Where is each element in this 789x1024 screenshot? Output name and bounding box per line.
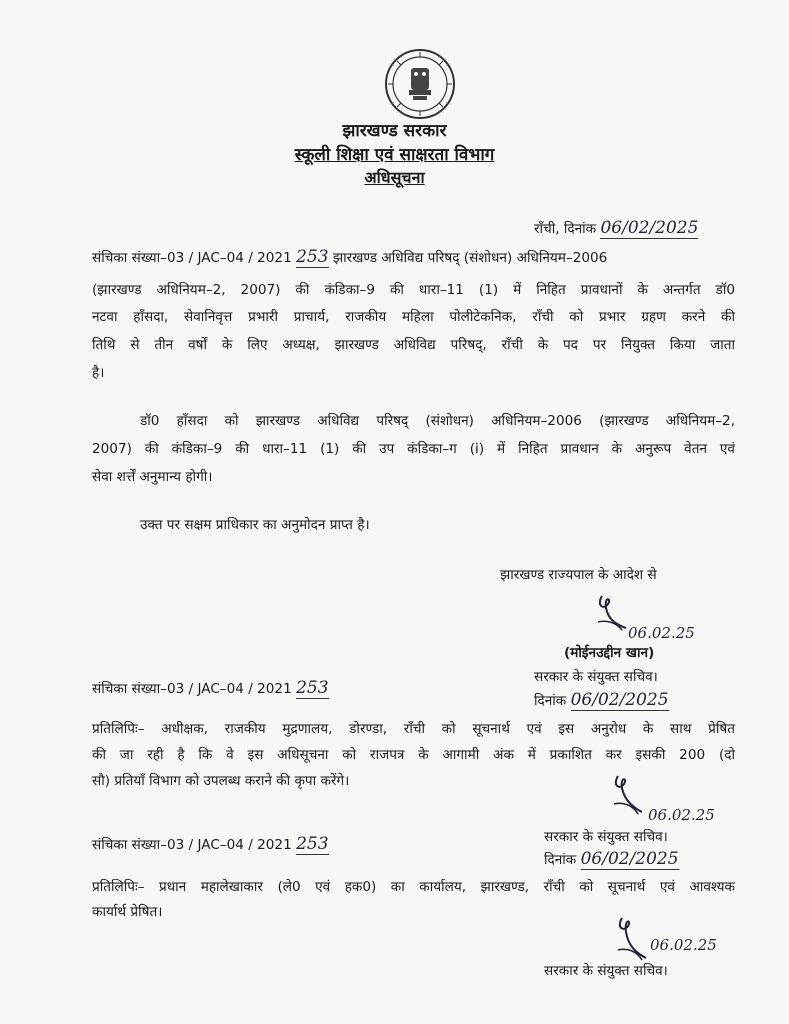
copy2-date-line <box>544 849 679 869</box>
signature-mark-2 <box>608 772 648 818</box>
signatory-name: (मोईनउद्दीन खान) <box>564 645 655 661</box>
memo-p3: उक्त पर सक्षम प्राधिकार का अनुमोदन प्राप्त है। <box>140 517 370 533</box>
signature-mark-3 <box>612 914 652 964</box>
signature-date-3: 06.02.25 <box>650 936 717 954</box>
copy1-ref-line <box>92 678 329 698</box>
memo-p1-line4: तिथि से तीन वर्षों के लिए अध्यक्ष, झारखण्ड अधिविद्य परिषद्, राँची के पद पर नियुक्त किया जाता <box>92 337 735 353</box>
copy2-designation: सरकार के संयुक्त सचिव। <box>544 829 668 845</box>
memo-p1-line3: नटवा हाँसदा, सेवानिवृत्त प्रभारी प्राचार्य, राजकीय महिला पोलीटेकनिक, राँची को प्रभार ग्रहण करने की <box>92 309 735 325</box>
copy1-line1: प्रतिलिपिः– अधीक्षक, राजकीय मुद्रणालय, डोरण्डा, राँची को सूचनार्थ एवं इस अनुरोध के साथ प्रेषित <box>92 721 735 737</box>
memo-p2-line3: सेवा शर्त्तें अनुमान्य होगी। <box>92 469 213 485</box>
copy1-date: 06/02/2025 <box>570 690 669 710</box>
copy2-date-label: दिनांक <box>544 852 577 868</box>
memo-ref-prefix: संचिका संख्या–03 / JAC–04 / 2021 <box>92 250 292 266</box>
department-title: स्कूली शिक्षा एवं साक्षरता विभाग <box>294 145 495 165</box>
memo-ref-number: 253 <box>296 247 329 267</box>
signature-date-2: 06.02.25 <box>648 806 715 824</box>
copy2-date: 06/02/2025 <box>580 849 679 869</box>
copy2-ref-number: 253 <box>296 834 329 854</box>
memo-p2-line2: 2007) की कंडिका–9 की धारा–11 (1) की उप कंडिका–ग (i) में निहित प्रावधान के अनुरूप वेतन एवं <box>92 441 735 457</box>
copy2-ref-line <box>92 834 329 854</box>
copy2-line2: कार्यार्थ प्रेषित। <box>92 904 163 920</box>
dateline-date: 06/02/2025 <box>600 218 699 238</box>
memo-p1-line1: झारखण्ड अधिविद्य परिषद् (संशोधन) अधिनियम–2006 <box>332 250 608 266</box>
memo-p2-line1: डॉ0 हाँसदा को झारखण्ड अधिविद्य परिषद् (संशोधन) अधिनियम–2006 (झारखण्ड अधिनियम–2, <box>140 413 735 429</box>
copy2-line1: प्रतिलिपिः– प्रधान महालेखाकार (ले0 एवं हक0) का कार्यालय, झारखण्ड, राँची को सूचनार्थ एवं आवश्यक <box>92 879 735 895</box>
copy1-line3: सौ) प्रतियाँ विभाग को उपलब्ध कराने की कृपा करेंगे। <box>92 773 350 789</box>
final-designation: सरकार के संयुक्त सचिव। <box>544 963 668 979</box>
copy1-date-label: दिनांक <box>534 693 567 709</box>
dateline <box>534 218 698 238</box>
signature-mark-1 <box>592 592 632 634</box>
copy1-ref-prefix: संचिका संख्या–03 / JAC–04 / 2021 <box>92 681 292 697</box>
state-emblem-icon <box>384 46 456 122</box>
signature-date-1: 06.02.25 <box>628 624 695 642</box>
copy1-ref-number: 253 <box>296 678 329 698</box>
copy1-line2: की जा रही है कि वे इस अधिसूचना को राजपत्र के आगामी अंक में प्रकाशित कर इसकी 200 (दो <box>92 747 735 763</box>
document-type-title: अधिसूचना <box>364 168 425 187</box>
memo-p1-line2: (झारखण्ड अधिनियम–2, 2007) की कंडिका–9 की धारा–11 (1) में निहित प्रावधानों के अन्तर्गत डॉ0 <box>92 282 735 298</box>
governor-order-line: झारखण्ड राज्यपाल के आदेश से <box>500 567 657 583</box>
signatory-designation: सरकार के संयुक्त सचिव। <box>534 669 658 685</box>
dateline-place: राँची, दिनांक <box>534 221 597 237</box>
government-title: झारखण्ड सरकार <box>342 121 447 141</box>
memo-ref-line <box>92 247 735 267</box>
copy1-date-line <box>534 690 669 710</box>
copy2-ref-prefix: संचिका संख्या–03 / JAC–04 / 2021 <box>92 837 292 853</box>
memo-p1-line5: है। <box>92 365 105 381</box>
